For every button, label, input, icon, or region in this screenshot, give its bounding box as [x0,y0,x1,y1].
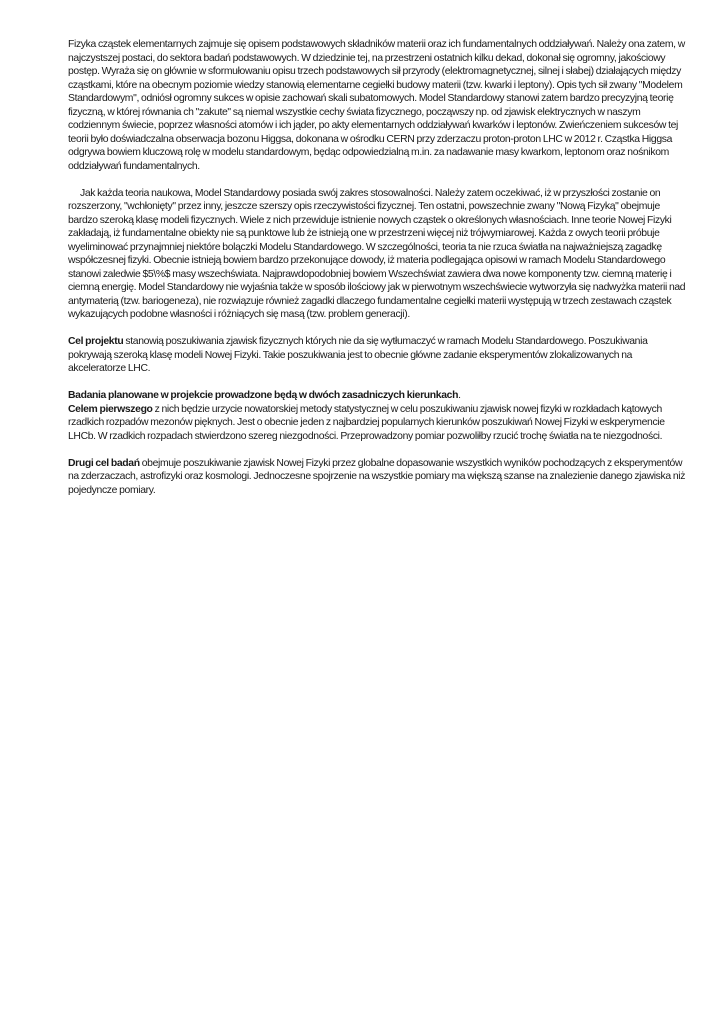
paragraph-research-directions [68,389,688,443]
paragraph-second-goal [68,457,688,498]
paragraph-standard-model-limits [68,187,688,322]
first-goal-text: z nich będzie urzycie nowatorskiej metody statystycznej w celu poszukiwaniu zjawisk nowej fizyki w rozkładach kątowych rzadkich rozpadów mezonów pięknych. Jest o obecnie jeden z najbardziej popularnych kierunków poszukiwań Nowej Fizyki w eskperymencie LHCb. W rzadkich rozpadach stwierdzono szereg niezgodności. Przeprowadzony pomiar pozwoliłby rzucić trochę światła na te niezgodności. [68,403,665,442]
research-directions-line [68,390,461,401]
document-body [68,38,688,511]
paragraph-intro-text: Fizyka cząstek elementarnych zajmuje się opisem podstawowych składników materii oraz ich fundamentalnych oddziaływań. Należy ona zatem, w najczystszej postaci, do sektora badań podstawowych. W dziedzinie tej, na przestrzeni ostatnich kilku dekad, dokonał się ogromny, jakościowy postęp. Wyraża się on głównie w sformułowaniu opisu trzech podstawowych sił przyrody (elektromagnetycznej, silnej i słabej) działających między cząstkami, które na obecnym poziomie wiedzy stanowią elementarne cegiełki budowy materii (tzw. kwarki i leptony). Opis tych sił zwany "Modelem Standardowym", odniósł ogromny sukces w opisie zachowań skali subatomowych. Model Standardowy stanowi zatem bardzo precyzyjną teorię fizyczną, w której równania ch "zakute" są niemal wszystkie cechy świata fizycznego, począwszy np. od zjawisk elektrycznych w naszym codziennym świecie, poprzez własności atomów i ich jąder, po akty elementarnych oddziaływań kwarków i leptonów. Zwieńczeniem sukcesów tej teorii było doświadczalna obserwacja bozonu Higgsa, dokonana w ośrodku CERN przy zderzaczu proton-proton LHC w 2012 r. Cząstka Higgsa odgrywa bowiem kluczową rolę w modelu standardowym, będąc odpowiedzialną m.in. za nadawanie masy kwarkom, leptonom oraz nośnikom oddziaływań fundamentalnych. [68,39,685,172]
paragraph-standard-model-limits-text: Jak każda teoria naukowa, Model Standardowy posiada swój zakres stosowalności. Należy zatem oczekiwać, iż w przyszłości zostanie on rozszerzony, "wchłonięty" przez inny, jeszcze szerszy opis rzeczywistości fizycznej. Ten ostatni, powszechnie zwany "Nową Fizyką" obejmuje bardzo szeroką klasę modeli fizycznych. Wiele z nich przewiduje istnienie nowych cząstek o określonych własnościach. Inne teorie Nowej Fizyki zakładają, iż fundamentalne obiekty nie są punktowe lub że istnieją one w przestrzeni więcej niż trójwymiarowej. Każda z owych teorii próbuje wyeliminować przynajmniej niektóre bolączki Modelu Standardowego. W szczególności, teoria ta nie rzuca światła na najważniejszą zagadkę współczesnej fizyki. Obecnie istnieją bowiem bardzo przekonujące dowody, iż materia podlegająca opisowi w ramach Modelu Standardowego stanowi zaledwie $5\%$ masy wszechświata. Najprawdopodobniej bowiem Wszechświat zawiera dwa nowe komponenty tzw. ciemną materię i ciemną energię. Model Standardowy nie wyjaśnia także w sposób ilościowy jak w pierwotnym wszechświecie wytworzyła się nadwyżka materii nad antymaterią (tzw. bariogeneza), nie rozwiązuje również zagadki dlaczego fundamentalne cegiełki materii występują w trzech zestawach cząstek wykazujących podobne własności i różniących się masą (tzw. problem generacji). [68,187,686,320]
paragraph-project-goal [68,335,688,376]
research-directions-heading: Badania planowane w projekcie prowadzone będą w dwóch zasadniczych kierunkach [68,390,459,401]
research-directions-period: . [458,390,461,401]
second-goal-heading: Drugi cel badań [68,457,140,469]
first-goal-heading: Celem pierwszego [68,403,153,415]
paragraph-intro [68,38,688,173]
project-goal-text: stanowią poszukiwania zjawisk fizycznych których nie da się wytłumaczyć w ramach Modelu Standardowego. Poszukiwania pokrywają szeroką klasę modeli Nowej Fizyki. Takie poszukiwania jest to obecnie główne zadanie eksperymentów zlokalizowanych na akceleratorze LHC. [68,336,648,374]
project-goal-heading: Cel projektu [68,336,124,347]
second-goal-text: obejmuje poszukiwanie zjawisk Nowej Fizyki przez globalne dopasowanie wszystkich wyników pochodzących z eksperymentów na zderzaczach, astrofizyki oraz kosmologi. Jednoczesne spojrzenie na wszystkie pomiary ma większą szanse na znalezienie danego zjawiska niż pojedyncze pomiary. [68,457,686,496]
